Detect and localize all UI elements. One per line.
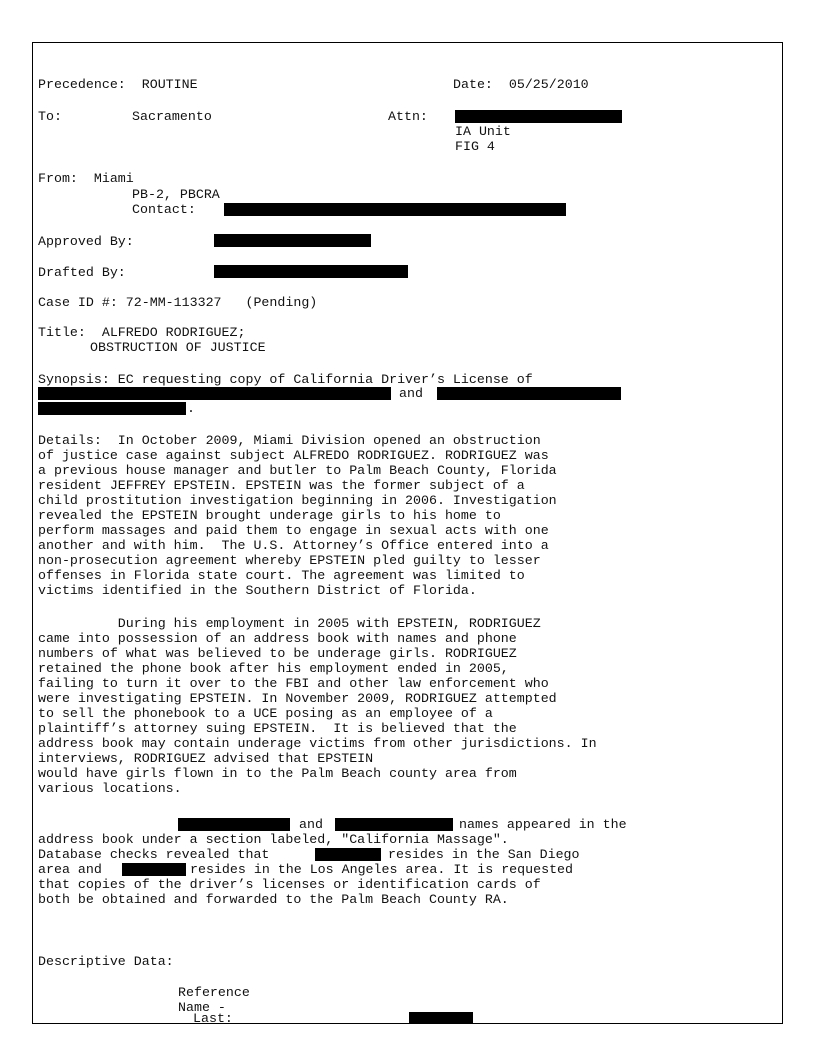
- details-line: offenses in Florida state court. The agreement was limited to: [38, 568, 525, 583]
- details-line: another and with him. The U.S. Attorney’s Office entered into a: [38, 538, 549, 553]
- redaction-name-3: [315, 848, 381, 861]
- paragraph-line: plaintiff’s attorney suing EPSTEIN. It is believed that the: [38, 721, 517, 736]
- case-id: Case ID #: 72-MM-113327 (Pending): [38, 295, 318, 310]
- attn-fig: FIG 4: [455, 139, 495, 154]
- paragraph-line: numbers of what was believed to be underage girls. RODRIGUEZ: [38, 646, 517, 661]
- redaction-synopsis-2: [437, 387, 621, 400]
- para3-line-6: both be obtained and forwarded to the Palm Beach County RA.: [38, 892, 509, 907]
- title-line-1: Title: ALFREDO RODRIGUEZ;: [38, 325, 246, 340]
- redaction-approved: [214, 234, 371, 247]
- redaction-last-name: [409, 1012, 473, 1023]
- synopsis-period: .: [187, 401, 195, 416]
- paragraph-line: failing to turn it over to the FBI and other law enforcement who: [38, 676, 549, 691]
- para3-line-3b: resides in the San Diego: [388, 847, 580, 862]
- para3-line-2: address book under a section labeled, "California Massage".: [38, 832, 509, 847]
- details-line: child prostitution investigation beginning in 2006. Investigation: [38, 493, 557, 508]
- paragraph-line: would have girls flown in to the Palm Beach county area from: [38, 766, 517, 781]
- from-office: PB-2, PBCRA: [132, 187, 220, 202]
- redaction-attn: [455, 110, 622, 123]
- details-line: resident JEFFREY EPSTEIN. EPSTEIN was the former subject of a: [38, 478, 525, 493]
- details-line: non-prosecution agreement whereby EPSTEIN pled guilty to lesser: [38, 553, 541, 568]
- descriptive-heading: Descriptive Data:: [38, 954, 174, 969]
- precedence: Precedence: ROUTINE: [38, 77, 198, 92]
- paragraph-line: various locations.: [38, 781, 182, 796]
- date: Date: 05/25/2010: [453, 77, 589, 92]
- details-line: a previous house manager and butler to Palm Beach County, Florida: [38, 463, 557, 478]
- redaction-name-1: [178, 818, 290, 831]
- paragraph-line: to sell the phonebook to a UCE posing as an employee of a: [38, 706, 493, 721]
- to-value: Sacramento: [132, 109, 212, 124]
- para3-line-3a: Database checks revealed that: [38, 847, 270, 862]
- reference-label: Reference: [178, 985, 250, 1000]
- approved-by: Approved By:: [38, 234, 134, 249]
- para3-line-4b: resides in the Los Angeles area. It is requested: [190, 862, 574, 877]
- drafted-by: Drafted By:: [38, 265, 126, 280]
- details-line: victims identified in the Southern District of Florida.: [38, 583, 477, 598]
- paragraph-line: retained the phone book after his employment ended in 2005,: [38, 661, 509, 676]
- details-line: revealed the EPSTEIN brought underage girls to his home to: [38, 508, 501, 523]
- details-line: of justice case against subject ALFREDO RODRIGUEZ. RODRIGUEZ was: [38, 448, 549, 463]
- name-label: Name -: [178, 1000, 226, 1015]
- paragraph-line: address book may contain underage victims from other jurisdictions. In: [38, 736, 597, 751]
- redaction-name-4: [122, 863, 186, 876]
- attn-label: Attn:: [388, 109, 428, 124]
- contact-label: Contact:: [132, 202, 196, 217]
- synopsis-and: and: [399, 386, 423, 401]
- para3-line-5: that copies of the driver’s licenses or identification cards of: [38, 877, 541, 892]
- para3-names-appeared: names appeared in the: [459, 817, 627, 832]
- last-label: Last:: [193, 1011, 233, 1026]
- paragraph-line: were investigating EPSTEIN. In November 2009, RODRIGUEZ attempted: [38, 691, 557, 706]
- redaction-synopsis-3: [38, 402, 186, 415]
- redaction-name-2: [335, 818, 453, 831]
- details-line: Details: In October 2009, Miami Division opened an obstruction: [38, 433, 541, 448]
- from: From: Miami: [38, 171, 134, 186]
- para3-and: and: [299, 817, 323, 832]
- paragraph-line: interviews, RODRIGUEZ advised that EPSTEIN: [38, 751, 374, 766]
- redaction-contact: [224, 203, 566, 216]
- para3-line-4a: area and: [38, 862, 102, 877]
- title-line-2: OBSTRUCTION OF JUSTICE: [90, 340, 266, 355]
- document-page: [32, 42, 783, 1024]
- redaction-drafted: [214, 265, 408, 278]
- attn-unit: IA Unit: [455, 124, 511, 139]
- details-line: perform massages and paid them to engage in sexual acts with one: [38, 523, 549, 538]
- paragraph-line: came into possession of an address book with names and phone: [38, 631, 517, 646]
- synopsis-line-1: Synopsis: EC requesting copy of California Driver’s License of: [38, 372, 533, 387]
- paragraph-line: During his employment in 2005 with EPSTEIN, RODRIGUEZ: [38, 616, 541, 631]
- to-label: To:: [38, 109, 62, 124]
- redaction-synopsis-1: [38, 387, 391, 400]
